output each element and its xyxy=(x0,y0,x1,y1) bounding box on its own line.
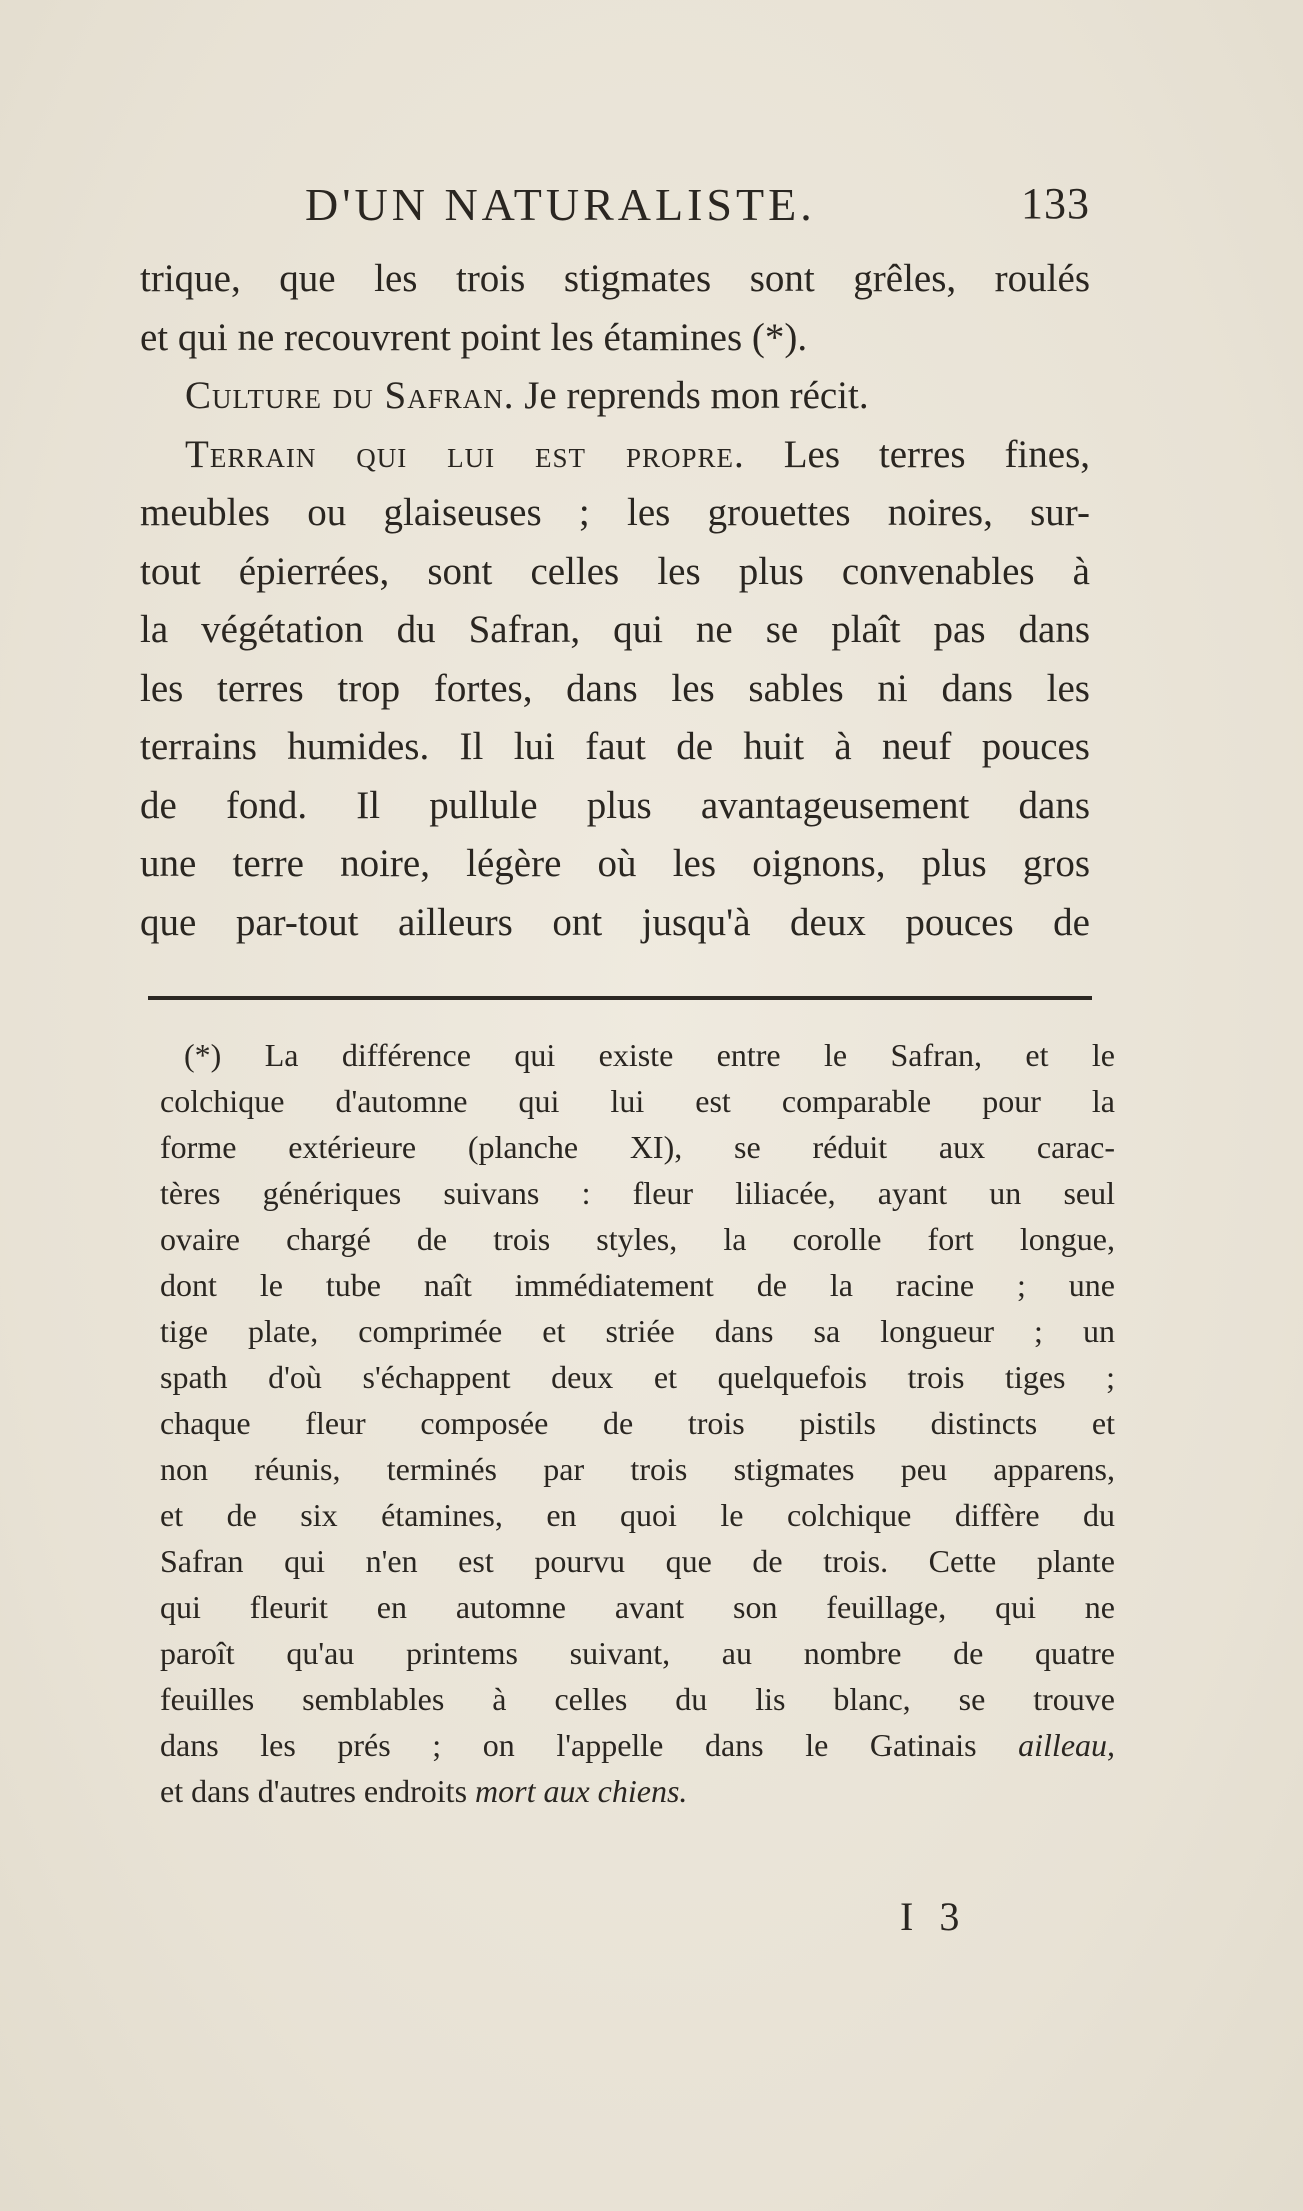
footnote-line: et de six étamines, en quoi le colchique diffère du xyxy=(160,1497,1115,1533)
footnote-line: ovaire chargé de trois styles, la corolle fort longue, xyxy=(160,1221,1115,1257)
italic-term: ailleau, xyxy=(1018,1727,1116,1763)
text-line: tout épierrées, sont celles les plus convenables à xyxy=(140,549,1090,593)
text-line: meubles ou glaiseuses ; les grouettes noires, sur- xyxy=(140,491,1090,534)
section-heading: Terrain qui lui est propre. xyxy=(185,432,745,476)
paragraph-text: Je reprends mon récit. xyxy=(524,374,869,417)
main-text xyxy=(140,250,1090,952)
signature-mark: I 3 xyxy=(900,1894,968,1939)
paragraph-text: Les terres fines, xyxy=(783,432,1090,476)
footnote-line xyxy=(160,1722,1115,1768)
paragraph-culture xyxy=(140,367,1090,426)
footnote-line: Safran qui n'en est pourvu que de trois. Cette plante xyxy=(160,1543,1115,1579)
text-line: la végétation du Safran, qui ne se plaît pas dans xyxy=(140,608,1090,651)
footnote-text: dans les prés ; on l'appelle dans le Gatinais xyxy=(160,1727,977,1763)
paragraph-terrain xyxy=(140,426,1090,485)
footnote-divider xyxy=(148,996,1092,1000)
footnote-line: spath d'où s'échappent deux et quelquefois trois tiges ; xyxy=(160,1359,1115,1395)
footnote-line xyxy=(160,1768,1115,1814)
footnote-line: (*) La différence qui existe entre le Safran, et le xyxy=(184,1037,1115,1073)
footnote-line: paroît qu'au printems suivant, au nombre de quatre xyxy=(160,1635,1115,1671)
text-line: que par-tout ailleurs ont jusqu'à deux pouces de xyxy=(140,900,1090,944)
footnote-line: feuilles semblables à celles du lis blanc, se trouve xyxy=(160,1681,1115,1717)
footnote-line: tères génériques suivans : fleur liliacée, ayant un seul xyxy=(160,1175,1115,1211)
text-line: et qui ne recouvrent point les étamines (*). xyxy=(140,315,808,359)
footnote-line: chaque fleur composée de trois pistils distincts et xyxy=(160,1405,1115,1441)
page-number: 133 xyxy=(1021,179,1090,228)
footnote-line: forme extérieure (planche XI), se réduit aux carac- xyxy=(160,1129,1115,1165)
footnote-line: non réunis, terminés par trois stigmates peu apparens, xyxy=(160,1451,1115,1487)
footnote-line: dont le tube naît immédiatement de la racine ; une xyxy=(160,1267,1115,1303)
running-title: D'UN NATURALISTE. xyxy=(305,179,816,230)
text-line: trique, que les trois stigmates sont grêles, roulés xyxy=(140,257,1090,300)
footnote xyxy=(160,1032,1115,1814)
page-header xyxy=(140,178,1090,238)
italic-term: mort aux chiens. xyxy=(475,1773,688,1809)
footnote-line: qui fleurit en automne avant son feuillage, qui ne xyxy=(160,1589,1115,1625)
footnote-text: et dans d'autres endroits xyxy=(160,1773,468,1809)
text-line: terrains humides. Il lui faut de huit à neuf pouces xyxy=(140,725,1090,768)
section-heading: Culture du Safran. xyxy=(185,374,515,417)
text-line: de fond. Il pullule plus avantageusement dans xyxy=(140,783,1090,827)
footnote-line: tige plate, comprimée et striée dans sa longueur ; un xyxy=(160,1313,1115,1349)
text-line: les terres trop fortes, dans les sables ni dans les xyxy=(140,666,1090,710)
footnote-line: colchique d'automne qui lui est comparable pour la xyxy=(160,1083,1115,1119)
text-line: une terre noire, légère où les oignons, plus gros xyxy=(140,842,1090,885)
